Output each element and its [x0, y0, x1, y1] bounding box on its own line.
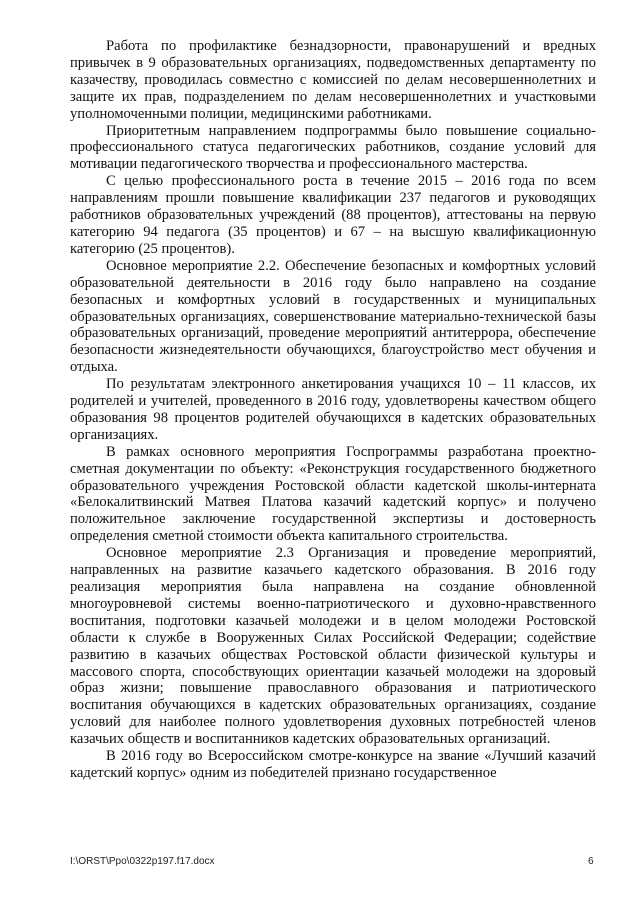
page-number: 6	[588, 856, 594, 867]
paragraph-priority: Приоритетным направлением подпрограммы было повышение социально-профессионального статуса педагогических работников, создание условий для мотивации педагогического творчества и профессионального мастерства.	[70, 122, 596, 173]
paragraph-measure-2-3: Основное мероприятие 2.3 Организация и проведение мероприятий, направленных на развитие казачьего кадетского образования. В 2016 году реализация мероприятия была направлена на создание обновленной многоуровневой системы военно-патриотического и духовно-нравственного воспитания, подготовки казачьей молодежи и в целом молодежи Ростовской области к службе в Вооруженных Силах Российской Федерации; содействие развитию в казачьих обществах Ростовской области физической культуры и массового спорта, способствующих ориентации казачьей молодежи на здоровый образ жизни; повышение православного образования и патриотического воспитания обучающихся в кадетских образовательных организациях, создание условий для наиболее полного удовлетворения духовных потребностей членов казачьих обществ и воспитанников кадетских образовательных организаций.	[70, 545, 596, 748]
paragraph-prevention: Работа по профилактике безнадзорности, правонарушений и вредных привычек в 9 образовательных организациях, подведомственных департаменту по казачеству, проводилась совместно с комиссией по делам несовершеннолетних и защите их прав, подразделением по делам несовершеннолетних и участковыми уполномоченными полиции, медицинскими работниками.	[70, 38, 596, 122]
paragraph-qualification: С целью профессионального роста в течение 2015 – 2016 года по всем направлениям прошли повышение квалификации 237 педагогов и руководящих работников образовательных учреждений (88 процентов), аттестованы на первую категорию 94 педагога (35 процентов) и 67 – на высшую квалификационную категорию (25 процентов).	[70, 173, 596, 257]
paragraph-measure-2-2: Основное мероприятие 2.2. Обеспечение безопасных и комфортных условий образовательной деятельности в 2016 году было направлено на создание безопасных и комфортных условий в государственных и муниципальных образовательных организациях, совершенствование материально-технической базы образовательных организаций, проведение мероприятий антитеррора, обеспечение безопасности жизнедеятельности обучающихся, благоустройство мест обучения и отдыха.	[70, 257, 596, 376]
paragraph-contest: В 2016 году во Всероссийском смотре-конкурсе на звание «Лучший казачий кадетский корпус» одним из победителей признано государственное	[70, 748, 596, 781]
paragraph-reconstruction: В рамках основного мероприятия Госпрограммы разработана проектно-сметная документации по объекту: «Реконструкция государственного бюджетного образовательного учреждения Ростовской области кадетской школы-интерната «Белокалитвинский Матвея Платова казачий кадетский корпус» и получено положительное заключение государственной экспертизы и достоверность определения сметной стоимости объекта капитального строительства.	[70, 443, 596, 545]
paragraph-survey: По результатам электронного анкетирования учащихся 10 – 11 классов, их родителей и учителей, проведенного в 2016 году, удовлетворены качеством общего образования 98 процентов родителей обучающихся в кадетских образовательных организациях.	[70, 376, 596, 443]
footer-file-path: I:\ORST\Ppo\0322p197.f17.docx	[70, 856, 215, 867]
document-body	[70, 38, 596, 782]
